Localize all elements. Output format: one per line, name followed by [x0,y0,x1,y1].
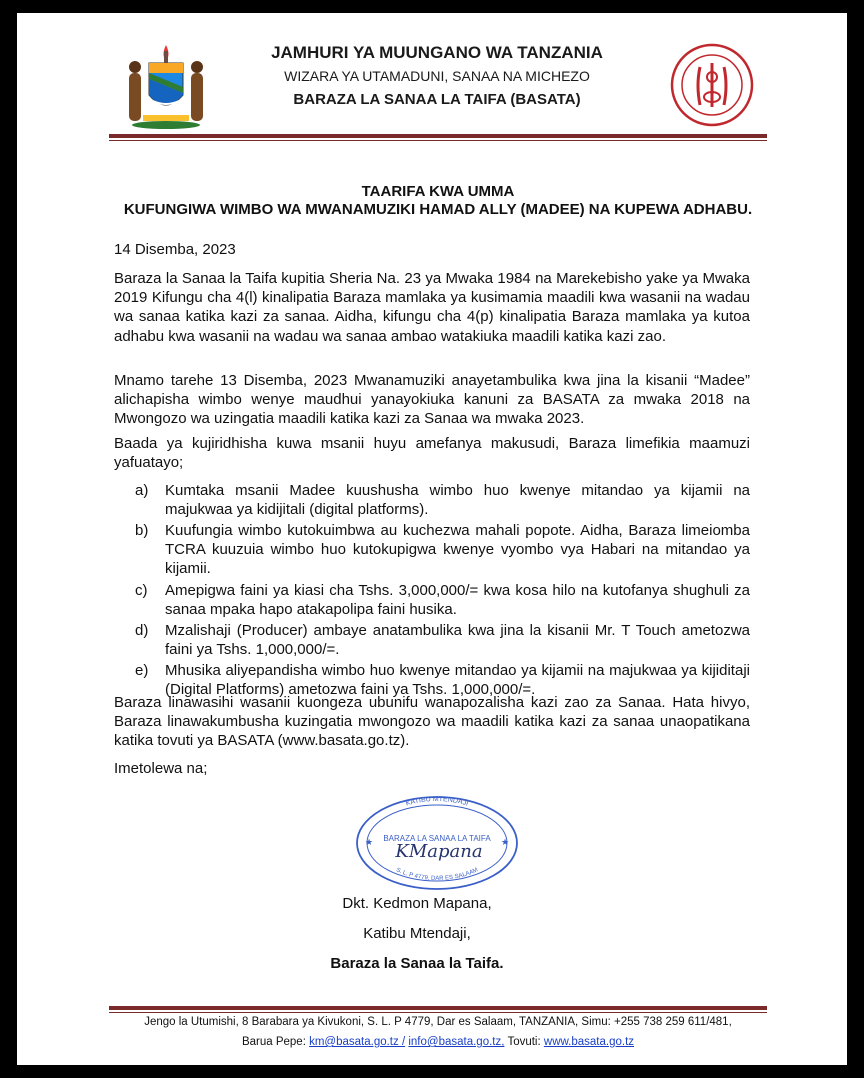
email-label: Barua Pepe: [241,1036,306,1048]
list-item-text: Mhusika aliyepandisha wimbo huo kwenye mitandao ya kijamii na majukwaa ya kijiditaji (Digital Platforms) ametozwa faini ya Tshs. 1,000,000/=. [165,662,750,699]
list-item-label: b) [135,522,149,539]
signatory-position: Katibu Mtendaji, [363,925,471,942]
paragraph-mandate: Baraza la Sanaa la Taifa kupitia Sheria Na. 23 ya Mwaka 1984 na Marekebisho yake ya Mwaka 2019 Kifungu cha 4(l) kinalipatia Baraza mamlaka ya kusimamia maadili kwa wasanii na wadau wa sanaa katika kazi za sanaa. Aidha, kifungu cha 4(p) kinalipatia Baraza mamlaka ya kutoa adhabu kwa wasanii na wadau wa sanaa ambao watakiuka maadili katika kazi zao. [114,270,750,345]
signatory-organization: Baraza la Sanaa la Taifa. [330,955,504,972]
list-item-text: Mzalishaji (Producer) ambaye anatambulika kwa jina la kisanii Mr. T Touch ametozwa faini ya Tshs. 1,000,000/=. [165,622,750,659]
header-rule-thin [109,140,767,141]
stamp-bottom-text: S. L. P 4779, DAR ES SALAAM [394,867,480,882]
handwritten-signature: KMapana [395,841,483,862]
email-link-info[interactable]: info@basata.go.tz, [408,1036,505,1048]
header-rule [109,134,767,138]
svg-text:★: ★ [365,837,374,847]
notice-date: 14 Disemba, 2023 [114,241,236,258]
list-item-text: Kumtaka msanii Madee kuushusha wimbo huo kwenye mitandao ya kijamii na majukwaa ya kidijitali (digital platforms). [165,482,750,519]
email-link-km[interactable]: km@basata.go.tz / [309,1036,406,1048]
issued-by-label: Imetolewa na; [114,760,208,777]
paragraph-incident: Mnamo tarehe 13 Disemba, 2023 Mwanamuziki anayetambulika kwa jina la kisanii “Madee” alichapisha wimbo wenye maudhui yanayokiuka kanuni za BASATA za mwaka 2018 na Mwongozo wa uzingatia maadili katika kazi za Sanaa wa mwaka 2023. [114,372,750,428]
website-label: Tovuti: [507,1036,541,1048]
list-item-text: Amepigwa faini ya kiasi cha Tshs. 3,000,000/= kwa kosa hilo na kutofanya shughuli za sanaa mpaka hapo atakapolipa faini husika. [165,582,750,619]
footer-rule-thin [109,1012,767,1013]
list-item-label: a) [135,482,149,499]
stamp-middle-text: BARAZA LA SANAA LA TAIFA [383,834,491,843]
notice-heading: TAARIFA KWA UMMA [361,183,515,200]
svg-text:★: ★ [501,837,510,847]
coat-of-arms-emblem [125,43,207,129]
notice-subject: KUFUNGIWA WIMBO WA MWANAMUZIKI HAMAD ALLY (MADEE) NA KUPEWA ADHABU. [123,201,753,218]
list-item-label: d) [135,622,149,639]
header-ministry: WIZARA YA UTAMADUNI, SANAA NA MICHEZO [284,68,590,84]
paragraph-decision-intro: Baada ya kujiridhisha kuwa msanii huyu amefanya makusudi, Baraza limefikia maamuzi yafuatayo; [114,435,750,472]
header-republic: JAMHURI YA MUUNGANO WA TANZANIA [271,43,603,62]
list-item-text: Kuufungia wimbo kutokuimbwa au kuchezwa mahali popote. Aidha, Baraza limeiomba TCRA kuuzuia wimbo huo kutokupigwa kwenye vyombo vya Habari na mitandao ya kijamii. [165,522,750,578]
signatory-name: Dkt. Kedmon Mapana, [342,895,492,912]
header-council: BARAZA LA SANAA LA TAIFA (BASATA) [293,91,581,108]
list-item-label: e) [135,662,149,679]
stamp-top-text: KATIBU MTENDAJI [405,795,469,808]
official-stamp [347,791,527,893]
list-item-label: c) [135,582,148,599]
website-link[interactable]: www.basata.go.tz [543,1036,635,1048]
footer-contacts [109,1036,767,1048]
svg-text:S. L. P 4779, DAR ES SALAAM [395,867,479,882]
svg-text:KATIBU MTENDAJI [405,796,469,808]
footer-address: Jengo la Utumishi, 8 Barabara ya Kivukoni, S. L. P 4779, Dar es Salaam, TANZANIA, Simu: +255 738 259 611/481, [144,1016,732,1028]
letter-page [17,13,847,1065]
footer-rule [109,1006,767,1010]
basata-seal-logo [670,43,754,127]
paragraph-advice: Baraza linawasihi wasanii kuongeza ubunifu wanapozalisha kazi zao za Sanaa. Hata hivyo, Baraza linawakumbusha kuzingatia mwongozo wa maadili katika kazi za sanaa unaopatikana katika tovuti ya BASATA (www.basata.go.tz). [114,694,750,750]
